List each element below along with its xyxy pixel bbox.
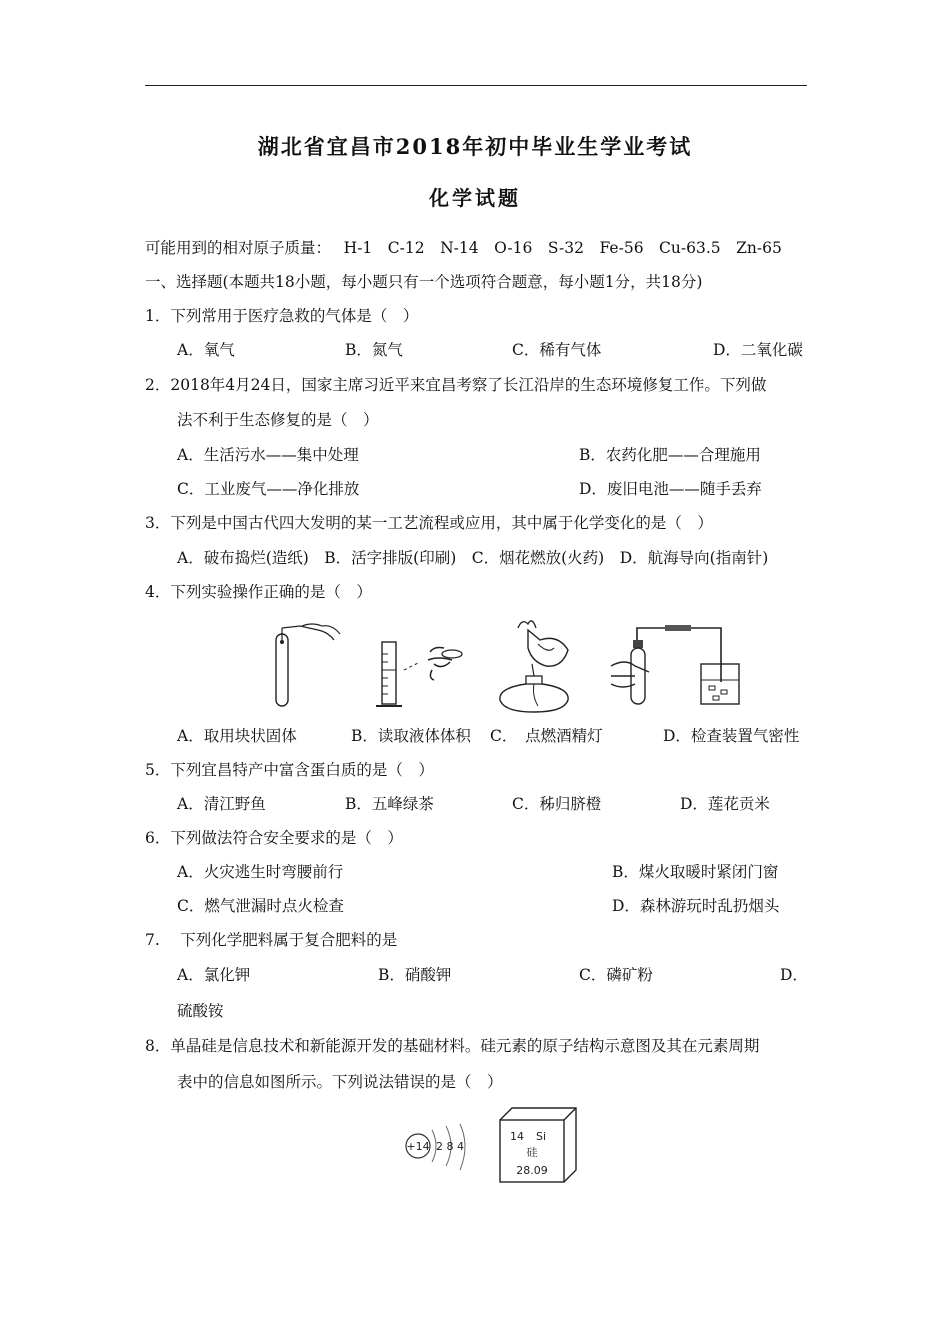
- q7-option-b: B．硝酸钾: [378, 966, 452, 984]
- q7-option-c: C．磷矿粉: [579, 966, 653, 984]
- q4-option-a: A．取用块状固体: [177, 727, 297, 745]
- section-heading: 一、选择题(本题共18小题，每小题只有一个选项符合题意，每小题1分，共18分): [145, 273, 703, 291]
- q2-option-b: B．农药化肥——合理施用: [579, 446, 761, 464]
- figure-read-volume: [372, 630, 472, 712]
- q3-stem: 3．下列是中国古代四大发明的某一工艺流程或应用，其中属于化学变化的是（ ）: [145, 514, 713, 532]
- q2-stem-line1: 2．2018年4月24日，国家主席习近平来宜昌考察了长江沿岸的生态环境修复工作。下列做: [145, 376, 767, 394]
- atomic-masses: 可能用到的相对原子质量： H-1 C-12 N-14 O-16 S-32 Fe-56 Cu-63.5 Zn-65: [145, 239, 782, 257]
- q6-option-b: B．煤火取暖时紧闭门窗: [612, 863, 779, 881]
- q8-stem-line2: 表中的信息如图所示。下列说法错误的是（ ）: [177, 1073, 503, 1091]
- exam-subtitle: 化学试题: [429, 186, 521, 210]
- q7-option-d-text: 硫酸铵: [177, 1002, 224, 1020]
- nucleus-charge: +14: [406, 1140, 430, 1153]
- q7-option-d: D．: [780, 966, 808, 984]
- q6-option-c: C．燃气泄漏时点火检查: [177, 897, 344, 915]
- q5-option-a: A．清江野鱼: [177, 795, 266, 813]
- q6-option-d: D．森林游玩时乱扔烟头: [612, 897, 780, 915]
- q7-option-a: A．氯化钾: [177, 966, 251, 984]
- q1-option-d: D．二氧化碳: [713, 341, 803, 359]
- figure-light-lamp: [488, 614, 584, 714]
- periodic-table-cell: [496, 1104, 582, 1184]
- q2-option-d: D．废旧电池——随手丢弃: [579, 480, 762, 498]
- q6-option-a: A．火灾逃生时弯腰前行: [177, 863, 344, 881]
- exam-title: 湖北省宜昌市2018年初中毕业生学业考试: [257, 134, 693, 159]
- q1-stem: 1．下列常用于医疗急救的气体是（ ）: [145, 307, 419, 325]
- q4-option-c: C． 点燃酒精灯: [490, 727, 603, 745]
- q1-option-a: A．氧气: [177, 341, 235, 359]
- q2-option-c: C．工业废气——净化排放: [177, 480, 360, 498]
- element-symbol: Si: [536, 1130, 547, 1143]
- q5-stem: 5．下列宜昌特产中富含蛋白质的是（ ）: [145, 761, 434, 779]
- q5-option-c: C．秭归脐橙: [512, 795, 602, 813]
- q5-option-d: D．莲花贡米: [680, 795, 770, 813]
- top-rule: [145, 85, 807, 86]
- q1-option-b: B．氮气: [345, 341, 403, 359]
- figure-airtightness: [605, 620, 745, 710]
- q2-option-a: A．生活污水——集中处理: [177, 446, 359, 464]
- q2-stem-line2: 法不利于生态修复的是（ ）: [177, 411, 379, 429]
- q6-stem: 6．下列做法符合安全要求的是（ ）: [145, 829, 403, 847]
- q3-options: A．破布捣烂(造纸) B．活字排版(印刷) C．烟花燃放(火药) D．航海导向(指南针): [177, 549, 769, 567]
- q1-option-c: C．稀有气体: [512, 341, 602, 359]
- q7-stem: 7. 下列化学肥料属于复合肥料的是: [145, 931, 398, 949]
- silicon-atom-diagram: [402, 1118, 482, 1178]
- q8-stem-line1: 8．单晶硅是信息技术和新能源开发的基础材料。硅元素的原子结构示意图及其在元素周期: [145, 1037, 760, 1055]
- electron-shells: 2 8 4: [436, 1140, 464, 1153]
- atomic-mass: 28.09: [516, 1164, 548, 1177]
- q4-stem: 4．下列实验操作正确的是（ ）: [145, 583, 372, 601]
- q5-option-b: B．五峰绿茶: [345, 795, 434, 813]
- figure-solid-sampling: [262, 620, 344, 710]
- element-name: 硅: [526, 1146, 538, 1159]
- q4-option-d: D．检查装置气密性: [663, 727, 800, 745]
- atomic-number: 14: [510, 1130, 524, 1143]
- q4-option-b: B．读取液体体积: [351, 727, 471, 745]
